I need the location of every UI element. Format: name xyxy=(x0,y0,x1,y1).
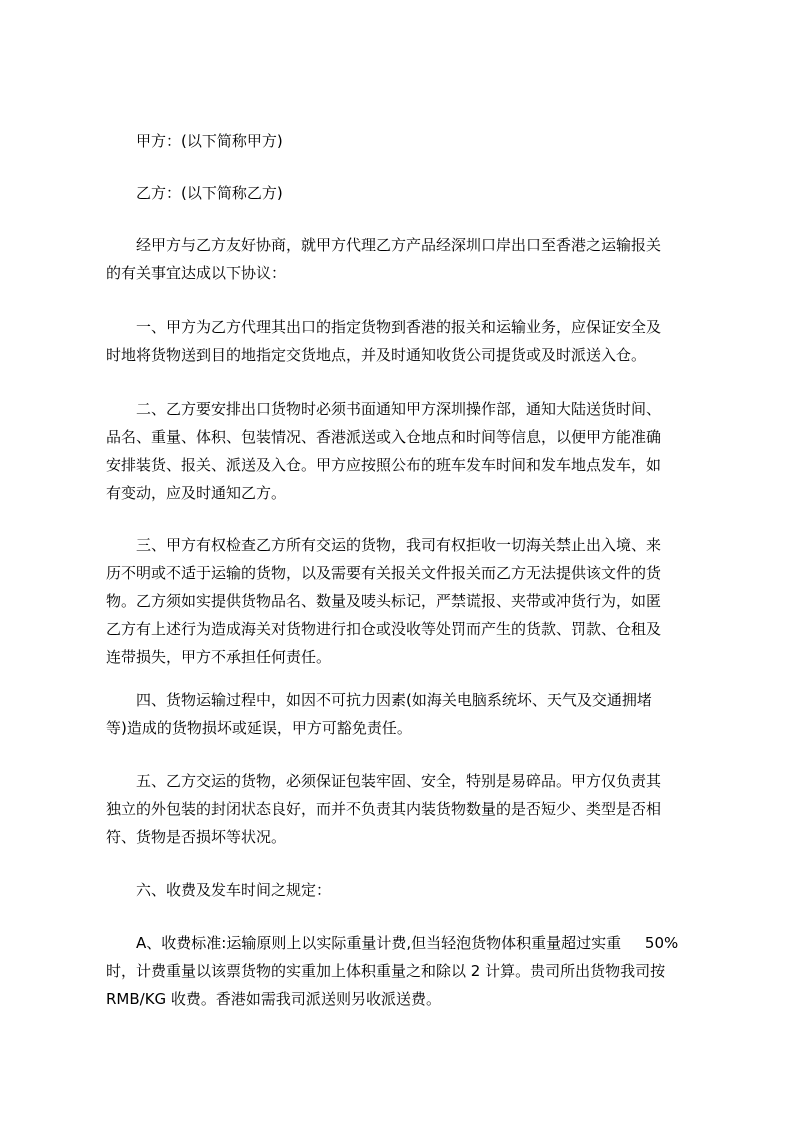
clause-3-paragraph xyxy=(106,531,702,671)
clause-5-line: 符、货物是否损坏等状况。 xyxy=(106,828,287,846)
clause-2-paragraph xyxy=(106,395,702,507)
clause-6a-line: RMB/KG 收费。香港如需我司派送则另收派送费。 xyxy=(106,990,441,1008)
clause-4-line: 等)造成的货物损坏或延误，甲方可豁免责任。 xyxy=(106,719,412,737)
clause-3-line: 历不明或不适于运输的货物，以及需要有关报关文件报关而乙方无法提供该文件的货 xyxy=(106,564,662,582)
clause-2-line: 有变动，应及时通知乙方。 xyxy=(106,484,287,502)
clause-3-line: 物。乙方须如实提供货物品名、数量及唛头标记，严禁谎报、夹带或冲货行为，如匿 xyxy=(106,592,662,610)
clause-1-paragraph xyxy=(106,313,702,369)
clause-6-title: 六、收费及发车时间之规定： xyxy=(136,881,332,899)
clause-4-paragraph xyxy=(106,686,702,742)
intro-line: 的有关事宜达成以下协议： xyxy=(106,264,287,282)
clause-3-line: 连带损失，甲方不承担任何责任。 xyxy=(106,648,332,666)
clause-2-line: 二、乙方要安排出口货物时必须书面通知甲方深圳操作部，通知大陆送货时间、 xyxy=(136,400,662,418)
clause-3-line: 三、甲方有权检查乙方所有交运的货物，我司有权拒收一切海关禁止出入境、来 xyxy=(136,536,662,554)
clause-2-line: 品名、重量、体积、包装情况、香港派送或入仓地点和时间等信息，以便甲方能准确 xyxy=(106,428,662,446)
clause-1-line: 一、甲方为乙方代理其出口的指定货物到香港的报关和运输业务，应保证安全及 xyxy=(136,318,662,336)
clause-3-line: 乙方有上述行为造成海关对货物进行扣仓或没收等处罚而产生的货款、罚款、仓租及 xyxy=(106,620,662,638)
party-b-line xyxy=(106,179,702,207)
clause-1-line: 时地将货物送到目的地指定交货地点，并及时通知收货公司提货或及时派送入仓。 xyxy=(106,346,647,364)
clause-6-title-line xyxy=(106,876,702,904)
party-a-line xyxy=(106,127,702,155)
intro-paragraph xyxy=(106,231,702,287)
clause-4-line: 四、货物运输过程中，如因不可抗力因素(如海关电脑系统坏、天气及交通拥堵 xyxy=(136,691,652,709)
clause-6a-paragraph xyxy=(106,929,702,1013)
intro-line: 经甲方与乙方友好协商，就甲方代理乙方产品经深圳口岸出口至香港之运输报关 xyxy=(136,236,662,254)
clause-6a-line: A、收费标准:运输原则上以实际重量计费,但当轻泡货物体积重量超过实重 50% xyxy=(136,934,679,952)
clause-5-paragraph xyxy=(106,767,702,851)
clause-6a-line: 时，计费重量以该票货物的实重加上体积重量之和除以 2 计算。贵司所出货物我司按 xyxy=(106,962,666,980)
clause-5-line: 独立的外包装的封闭状态良好，而并不负责其内装货物数量的是否短少、类型是否相 xyxy=(106,800,662,818)
clause-2-line: 安排装货、报关、派送及入仓。甲方应按照公布的班车发车时间和发车地点发车，如 xyxy=(106,456,662,474)
party-a-text: 甲方：(以下简称甲方) xyxy=(136,132,283,150)
clause-5-line: 五、乙方交运的货物，必须保证包装牢固、安全，特别是易碎品。甲方仅负责其 xyxy=(136,772,662,790)
party-b-text: 乙方：(以下简称乙方) xyxy=(136,184,283,202)
